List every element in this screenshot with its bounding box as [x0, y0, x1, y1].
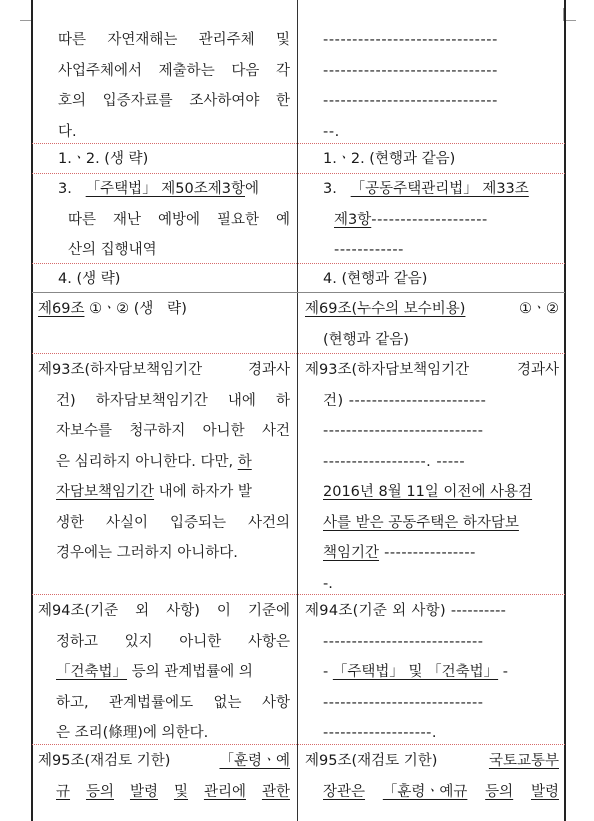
word: 조사하여야 [189, 93, 260, 109]
word: 없는 [213, 694, 242, 711]
text-fragment: 국토교통부 [488, 753, 559, 769]
text-line: ------------------------------ [323, 32, 498, 48]
row7-revised-text [305, 596, 559, 749]
row8-current-text [38, 746, 290, 807]
word: 하자담보책임기간 [95, 392, 208, 409]
text-line: 4. (생 략) [58, 271, 121, 287]
word: 발령 [530, 783, 559, 800]
word: 제출하는 [158, 62, 215, 79]
text-line: 은 조리(條理)에 의한다. [56, 725, 209, 741]
word: 규 [56, 783, 71, 800]
row4-revised-text [323, 264, 427, 295]
word: 입증되는 [169, 514, 226, 531]
word: 청구하지 [129, 423, 186, 439]
text-line: 제94조(기준 외 사항) ---------- [305, 603, 507, 619]
law-reference: 「주택법」 및 「건축법」 [332, 664, 499, 680]
text-fragment: 내에 하자가 발 [154, 484, 252, 500]
text-fragment: 에 [245, 181, 260, 197]
law-reference: 「공동주택관리법」 제33조 [350, 181, 529, 197]
word: 아니한 [202, 423, 245, 439]
text-line: ------------ [334, 242, 404, 258]
word: 생한 [56, 514, 85, 531]
row4-current-text [58, 264, 120, 295]
text-line: ------------------------------ [323, 62, 498, 79]
item-number: 3. [58, 181, 72, 197]
word: 각 [275, 62, 290, 79]
word: 예방에 [157, 211, 200, 228]
text-line: ---------------------------- [323, 694, 484, 711]
word: 경과사 [516, 362, 559, 378]
word: 관리주체 [198, 32, 255, 48]
word: 건) [56, 392, 76, 409]
word: 다음 [231, 62, 260, 79]
text-line: 다. [58, 123, 77, 140]
word: 사항 [261, 694, 290, 711]
text-line: ------------------. ----- [323, 453, 466, 470]
text-fragment: -------------------- [371, 211, 488, 228]
row5-revised-text [305, 294, 559, 355]
law-reference: 「훈령ㆍ예 [219, 753, 290, 769]
word: 아니한 [179, 633, 222, 650]
row2-current-text [58, 144, 148, 175]
word: 입증자료를 [102, 93, 173, 109]
word: 재난 [112, 211, 141, 228]
word: 사업주체에서 [58, 62, 143, 79]
row1-current-text [58, 25, 290, 147]
text-line: 산의 집행내역 [68, 242, 157, 258]
text-fragment: 책임기간 [323, 545, 380, 561]
item-number: 3. [323, 181, 337, 197]
text-line: 4. (현행과 같음) [323, 271, 428, 287]
word: 있지 [124, 633, 153, 650]
word: 및 [173, 783, 188, 800]
word: 제93조(하자담보책임기간 [38, 362, 203, 378]
word: 장관은 [323, 783, 366, 800]
row7-current-text [38, 596, 290, 749]
text-line: ------------------------------ [323, 93, 498, 109]
word: 및 [275, 32, 290, 48]
word: 한 [275, 93, 290, 109]
text-fragment: ①ㆍ② (생 략) [84, 301, 187, 317]
text-line: -------------------. [323, 725, 438, 741]
word: 「훈령ㆍ예규 [382, 783, 468, 800]
text-fragment: ①ㆍ② [518, 301, 559, 317]
word: 하 [275, 392, 290, 409]
word: 자보수를 [56, 423, 113, 439]
text-line: 1.ㆍ2. (현행과 같음) [323, 151, 456, 167]
word: 기준에 [247, 603, 290, 619]
text-fragment: ---------------- [379, 545, 476, 561]
table-border-right [564, 0, 566, 821]
word: 등의 [485, 783, 514, 800]
word: 경과사 [247, 362, 290, 378]
word: 사실이 [105, 514, 148, 531]
text-fragment: - [498, 664, 508, 680]
word: 하고, [56, 694, 89, 711]
text-line: 건) ------------------------ [323, 392, 487, 409]
word: 필요한 [216, 211, 259, 228]
word: 등의 [85, 783, 114, 800]
word: 자연재해는 [107, 32, 178, 48]
text-fragment: 제95조(재검토 기한) [38, 753, 176, 769]
table-border-left [31, 0, 33, 821]
word: 따른 [58, 32, 87, 48]
text-fragment: 하 [237, 453, 252, 470]
word: 제94조(기준 [38, 603, 119, 619]
law-reference: 「건축법」 [56, 664, 128, 680]
text-line: (현행과 같음) [323, 331, 409, 348]
row3-revised-text [323, 174, 559, 266]
word: 사항은 [247, 633, 290, 650]
text-fragment: - [323, 664, 333, 680]
word: 관한 [261, 783, 290, 800]
text-line: 경우에는 그러하지 아니하다. [56, 545, 238, 561]
row6-current-text [38, 355, 290, 569]
text-line: 2016년 8월 11일 이전에 사용검 [323, 484, 533, 500]
word: 이 [216, 603, 231, 619]
text-line: ---------------------------- [323, 633, 484, 650]
text-line: -. [323, 575, 333, 592]
text-line: --. [323, 123, 340, 140]
word: 사항) [166, 603, 200, 619]
word: 호의 [58, 93, 87, 109]
row2-revised-text [323, 144, 455, 175]
word: 내에 [227, 392, 256, 409]
row1-revised-text [323, 25, 559, 147]
text-line: ---------------------------- [323, 423, 484, 439]
article-heading: 제69조 [38, 301, 85, 317]
word: 발령 [129, 783, 158, 800]
row3-current-text [58, 174, 290, 266]
law-reference: 「주택법」 제50조제3항 [85, 181, 246, 197]
word: 따른 [68, 211, 97, 228]
word: 제93조(하자담보책임기간 [305, 362, 470, 378]
word: 정하고 [56, 633, 99, 650]
word: 사건 [261, 423, 290, 439]
article-heading: 제69조(누수의 보수비용) [305, 301, 466, 317]
row8-revised-text [305, 746, 559, 807]
row5-current-text [38, 294, 187, 325]
law-reference: 제3항 [334, 211, 372, 228]
text-fragment: 자담보책임기간 [56, 484, 155, 500]
text-fragment: 등의 관계법률에 의 [127, 664, 253, 680]
word: 사건의 [247, 514, 290, 531]
text-line: 1.ㆍ2. (생 략) [58, 151, 149, 167]
word: 관계법률에도 [109, 694, 194, 711]
word: 예 [275, 211, 290, 228]
word: 외 [135, 603, 150, 619]
text-fragment: 제95조(재검토 기한) [305, 753, 443, 769]
table-column-divider [297, 0, 298, 821]
word: 관리에 [203, 783, 246, 800]
text-line: 사를 받은 공동주택은 하자담보 [323, 514, 519, 531]
text-fragment: 은 심리하지 아니한다. 다만, [56, 453, 238, 470]
row6-revised-text [305, 355, 559, 599]
